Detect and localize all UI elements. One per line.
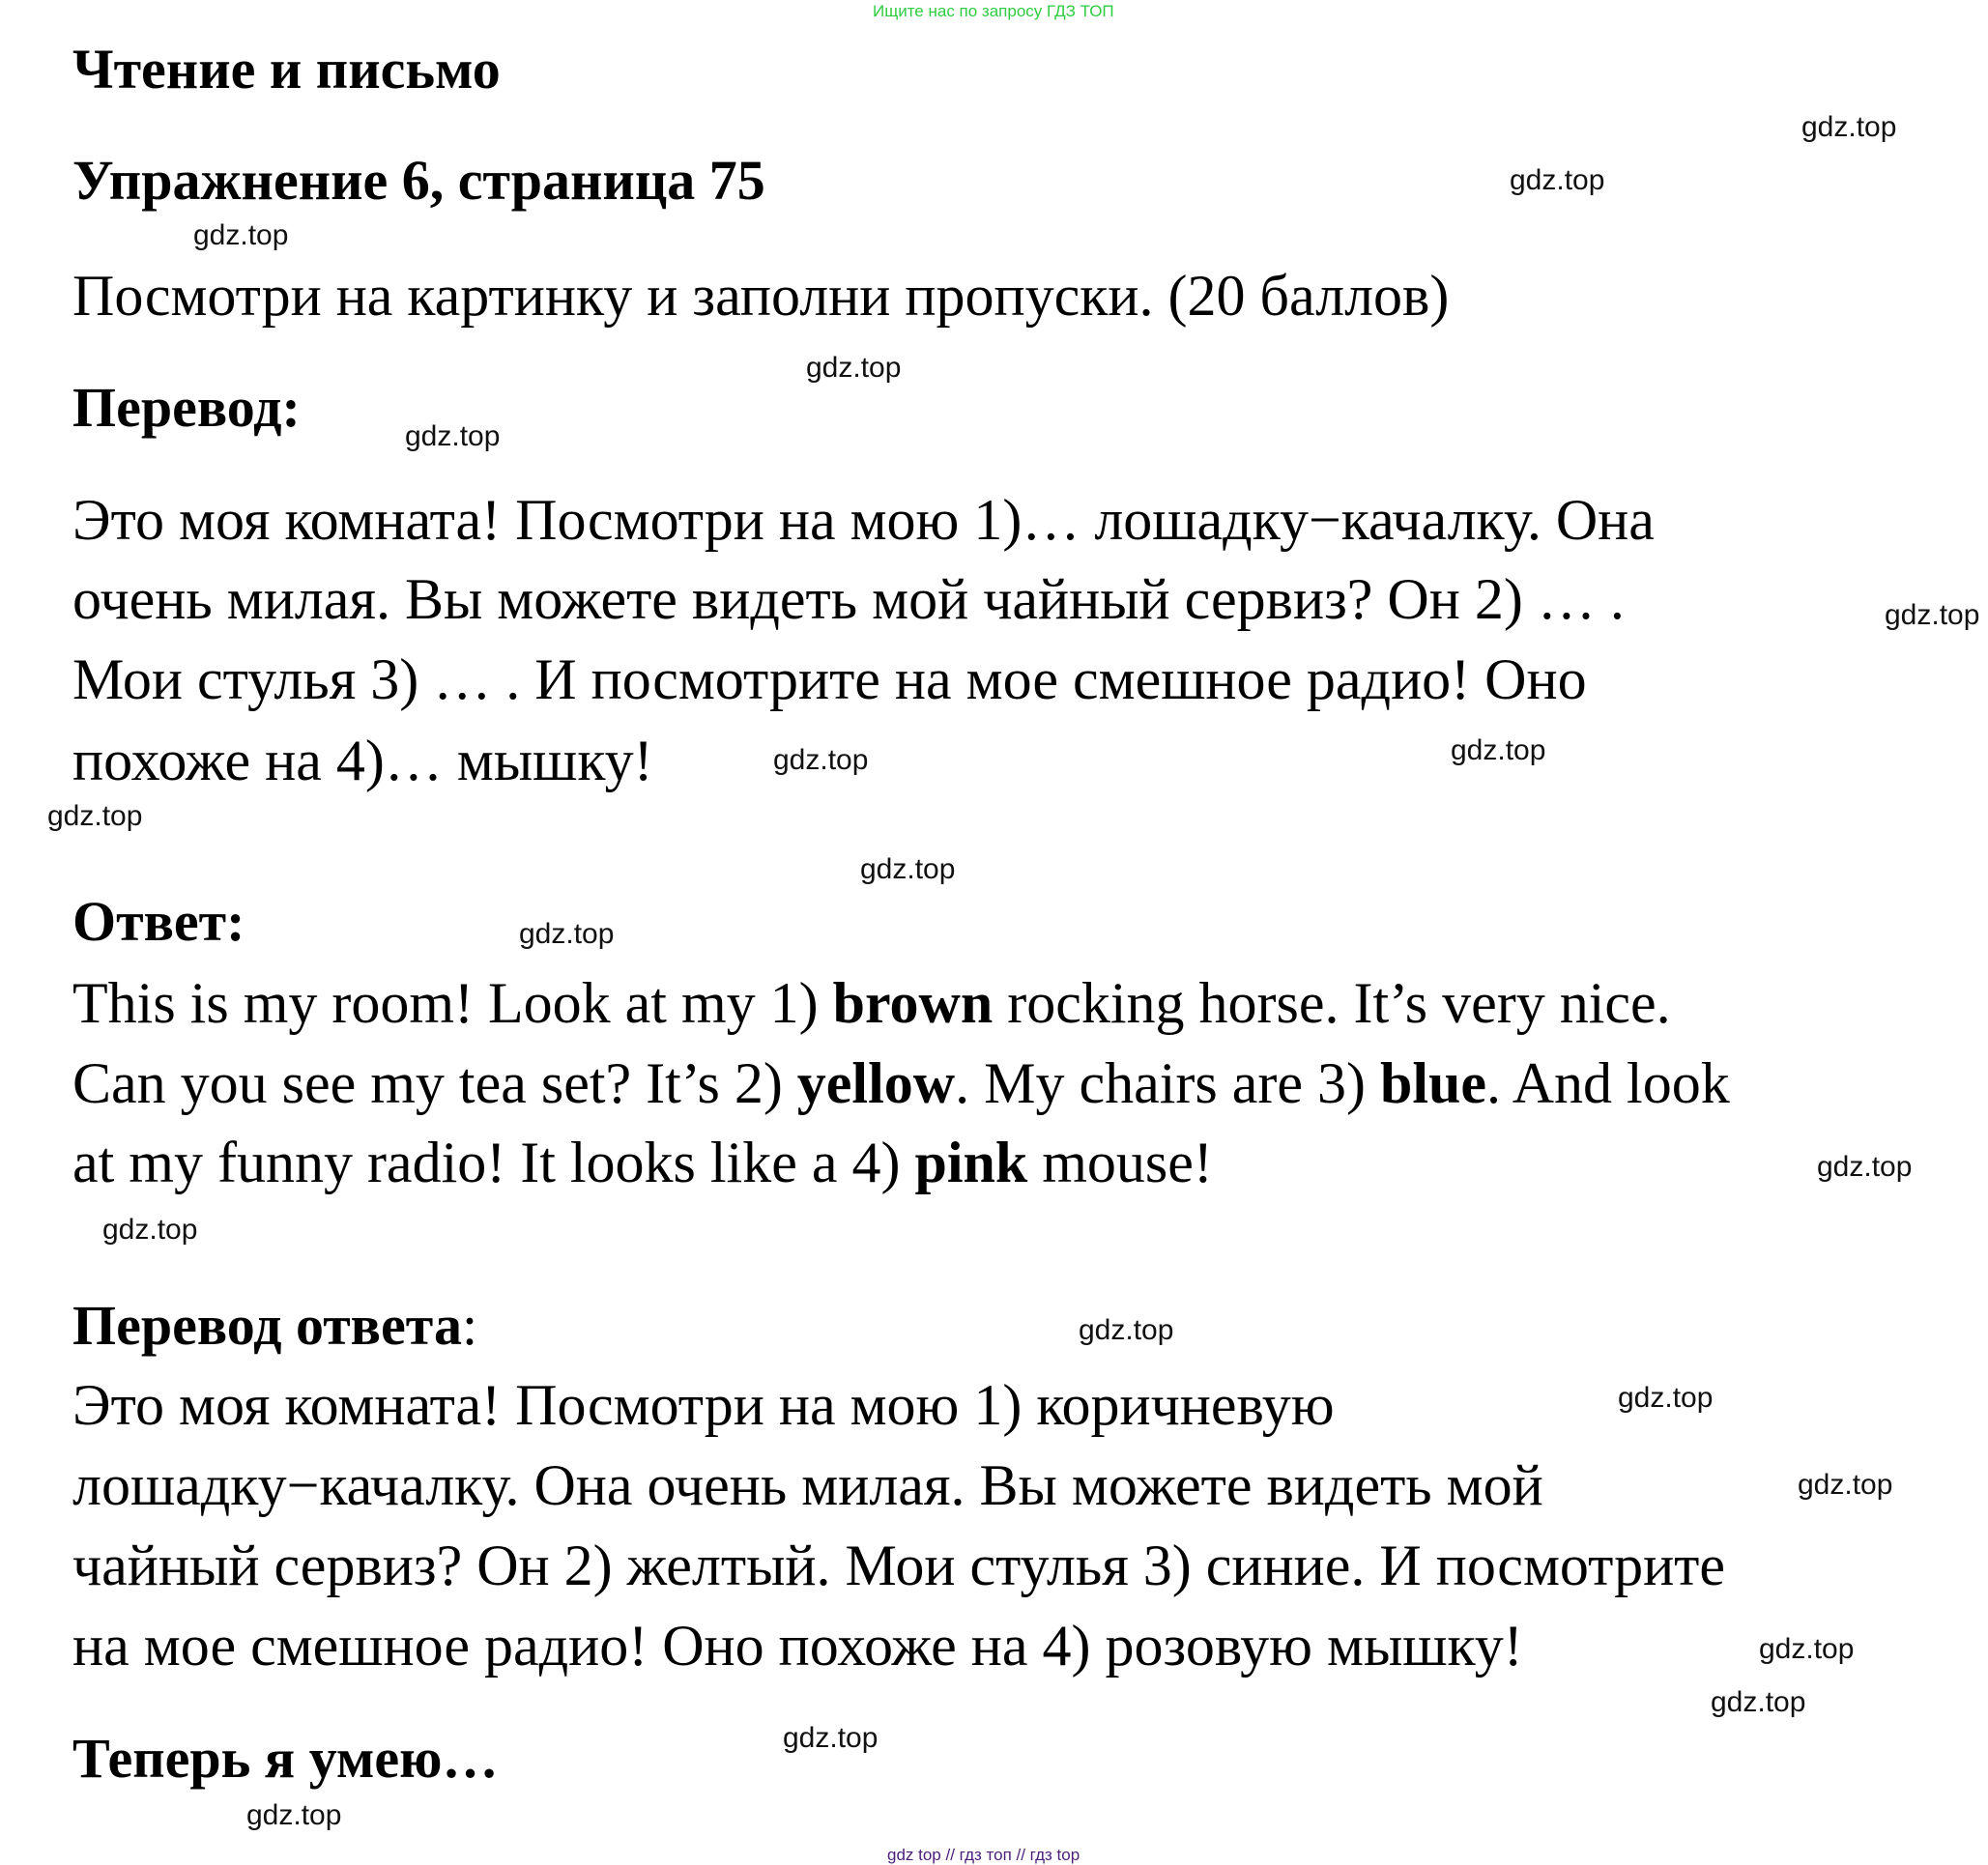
answer-translation-line: на мое смешное радио! Оно похоже на 4) розовую мышку! [72, 1614, 1523, 1678]
watermark: gdz.top [1798, 1469, 1893, 1501]
answer-word: yellow [796, 1051, 956, 1115]
watermark: gdz.top [1885, 599, 1980, 631]
watermark: gdz.top [405, 420, 501, 452]
answer-translation-line: чайный сервиз? Он 2) желтый. Мои стулья 3) синие. И посмотрите [72, 1534, 1726, 1597]
footer-links: gdz top // гдз топ // гдз top [887, 1846, 1080, 1864]
heading-text: Перевод ответа [72, 1294, 462, 1357]
text: rocking horse. It’s very nice. [993, 971, 1671, 1035]
answer-word: blue [1379, 1051, 1486, 1115]
watermark: gdz.top [1618, 1382, 1714, 1414]
watermark: gdz.top [1801, 111, 1897, 143]
heading-colon: : [461, 1294, 478, 1357]
answer-translation-line: лошадку−качалку. Она очень милая. Вы можете видеть мой [72, 1453, 1543, 1517]
now-i-can-heading: Теперь я умею… [72, 1727, 499, 1790]
translation-heading: Перевод: [72, 376, 301, 439]
watermark: gdz.top [1451, 734, 1546, 766]
answer-line [72, 969, 1671, 1037]
watermark: gdz.top [246, 1799, 342, 1831]
watermark: gdz.top [1079, 1314, 1174, 1346]
text: Can you see my tea set? It’s 2) [72, 1051, 797, 1115]
translation-line: очень милая. Вы можете видеть мой чайный сервиз? Он 2) … . [72, 567, 1625, 631]
section-title: Чтение и письмо [72, 38, 501, 100]
translation-line: похоже на 4)… мышку! [72, 729, 653, 792]
watermark: gdz.top [1759, 1633, 1855, 1665]
answer-word: brown [832, 971, 994, 1035]
exercise-title: Упражнение 6, страница 75 [72, 149, 765, 212]
answer-translation-heading [72, 1292, 477, 1360]
answer-heading: Ответ: [72, 890, 245, 953]
watermark: gdz.top [806, 352, 902, 384]
watermark: gdz.top [102, 1214, 198, 1246]
translation-line: Это моя комната! Посмотри на мою 1)… лошадку−качалку. Она [72, 488, 1655, 552]
watermark: gdz.top [47, 800, 143, 832]
watermark: gdz.top [1711, 1686, 1806, 1718]
translation-line: Мои стулья 3) … . И посмотрите на мое смешное радио! Оно [72, 647, 1587, 711]
text: . My chairs are 3) [955, 1051, 1380, 1115]
search-hint: Ищите нас по запросу ГДЗ ТОП [873, 2, 1114, 20]
instruction: Посмотри на картинку и заполни пропуски. (20 баллов) [72, 264, 1450, 328]
watermark: gdz.top [519, 918, 615, 950]
watermark: gdz.top [773, 744, 869, 776]
answer-word: pink [914, 1131, 1028, 1194]
answer-translation-line: Это моя комната! Посмотри на мою 1) коричневую [72, 1373, 1335, 1437]
watermark: gdz.top [1510, 164, 1605, 196]
watermark: gdz.top [1817, 1151, 1913, 1183]
text: mouse! [1027, 1131, 1213, 1194]
watermark: gdz.top [860, 853, 956, 885]
watermark: gdz.top [193, 219, 289, 251]
answer-line [72, 1049, 1730, 1117]
text: . And look [1486, 1051, 1730, 1115]
watermark: gdz.top [783, 1722, 879, 1754]
text: This is my room! Look at my 1) [72, 971, 833, 1035]
answer-line [72, 1129, 1213, 1196]
text: at my funny radio! It looks like a 4) [72, 1131, 915, 1194]
